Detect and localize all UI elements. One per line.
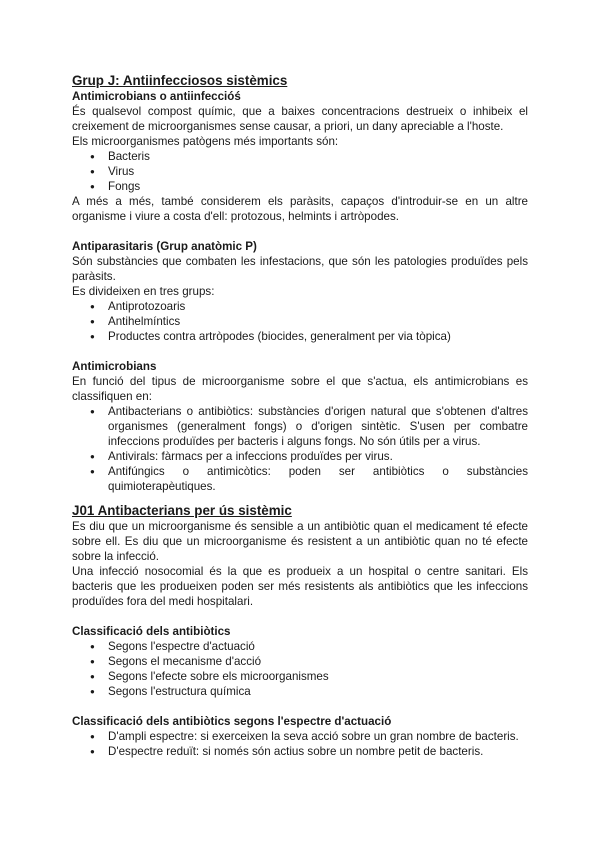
subtitle-classificacio: Classificació dels antibiòtics [72,625,231,638]
list-item: ● Segons l'efecte sobre els microorganismes [108,669,528,684]
list-item: ● Segons el mecanisme d'acció [108,654,528,669]
parasites-paragraph: A més a més, també considerem els paràsits, capaços d'introduir-se en un altre organisme i viure a costa d'ell: protozous, helmints i artròpodes. [72,195,528,223]
list-item: ● Segons l'espectre d'actuació [108,639,528,654]
list-item: ● Antibacterians o antibiòtics: substàncies d'origen natural que s'obtenen d'altres organismes (generalment fongs) o d'origen sintètic. S'usen per combatre infeccions produïdes per bacteris i alguns fongs. No són útils per a virus. [108,404,528,449]
list-item: ● Productes contra artròpodes (biocides, generalment per via tòpica) [108,329,528,344]
subtitle-antiparasitaris: Antiparasitaris (Grup anatòmic P) [72,240,257,253]
antiparasitaris-groups-intro: Es divideixen en tres grups: [72,285,215,298]
pathogens-list [72,149,528,194]
list-item: ● D'ampli espectre: si exerceixen la seva acció sobre un gran nombre de bacteris. [108,729,528,744]
list-item: ● Segons l'estructura química [108,684,528,699]
list-item: ● Antifúngics o antimicòtics: poden ser antibiòtics o substàncies quimioterapèutiques. [108,464,528,494]
list-item: ● Bacteris [108,149,528,164]
list-item: ● Virus [108,164,528,179]
subtitle-espectre: Classificació dels antibiòtics segons l'espectre d'actuació [72,715,392,728]
antiparasitaris-list [72,299,528,344]
antiparasitaris-definition: Són substàncies que combaten les infestacions, que són les patologies produïdes pels paràsits. [72,255,528,283]
pathogens-intro: Els microorganismes patògens més importants són: [72,135,339,148]
definition-paragraph: És qualsevol compost químic, que a baixes concentracions destrueix o inhibeix el creixement de microorganismes sense causar, a priori, un dany apreciable a l'hoste. [72,105,528,133]
list-item: ● Antihelmíntics [108,314,528,329]
list-item: ● Antiprotozoaris [108,299,528,314]
section-title-grup-j: Grup J: Antiinfecciosos sistèmics [72,73,288,88]
j01-paragraph-2: Una infecció nosocomial és la que es produeix a un hospital o centre sanitari. Els bacteris que les produeixen poden ser més resistents als antibiòtics que les infeccions produïdes fora del medi hospitalari. [72,565,528,608]
antimicrobians-intro: En funció del tipus de microorganisme sobre el que s'actua, els antimicrobians es classifiquen en: [72,375,528,403]
j01-paragraph-1: Es diu que un microorganisme és sensible a un antibiòtic quan el medicament té efecte sobre ell. Es diu que un microorganisme és resistent a un antibiòtic quan no té efecte sobre la infecció. [72,520,528,563]
classificacio-list [72,639,528,699]
section-title-j01: J01 Antibacterians per ús sistèmic [72,503,292,518]
list-item: ● Antivirals: fàrmacs per a infeccions produïdes per virus. [108,449,528,464]
list-item: ● D'espectre reduït: si només són actius sobre un nombre petit de bacteris. [108,744,528,759]
antimicrobians-list [72,404,528,494]
subtitle-antimicrobians-class: Antimicrobians [72,360,157,373]
subtitle-antimicrobians: Antimicrobians o antiinfeccióś [72,90,241,103]
list-item: ● Fongs [108,179,528,194]
espectre-list [72,729,528,759]
